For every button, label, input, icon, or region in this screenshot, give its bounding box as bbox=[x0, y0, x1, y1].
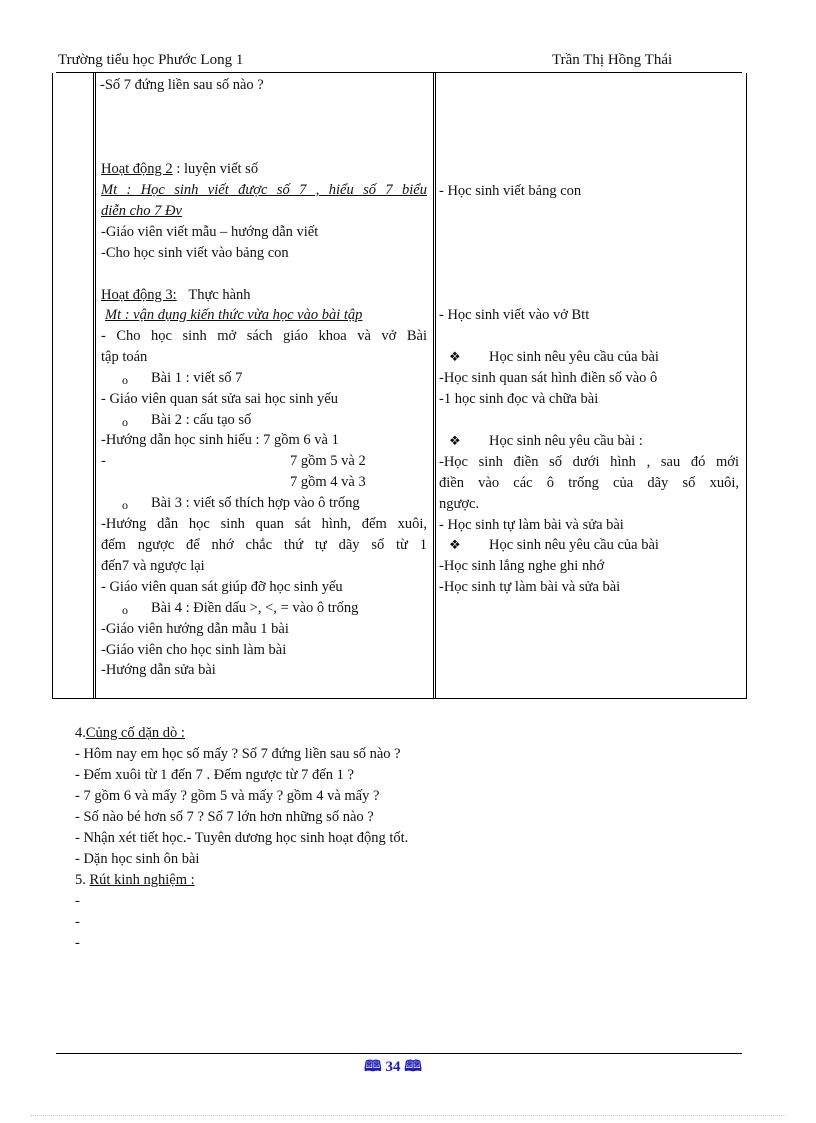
bullet-icon: o bbox=[122, 498, 128, 512]
table-divider bbox=[433, 73, 434, 698]
table-divider bbox=[435, 73, 436, 698]
text-line: - Học sinh viết vào vở Btt bbox=[439, 307, 590, 323]
activity-3-heading bbox=[101, 286, 251, 304]
summary-heading-number: 4. bbox=[75, 725, 86, 741]
summary-item: - 7 gồm 6 và mấy ? gồm 5 và mấy ? gồm 4 và mấy ? bbox=[75, 788, 380, 804]
activity-3-objective: Mt : vận dụng kiến thức vừa học vào bài tập bbox=[105, 307, 363, 323]
text-line: -Học sinh tự làm bài và sửa bài bbox=[439, 579, 621, 595]
text-line: -Giáo viên cho học sinh làm bài bbox=[101, 642, 287, 658]
text-line: Học sinh nêu yêu cầu của bài bbox=[489, 349, 659, 365]
text-line: -Giáo viên hướng dẫn mẫu 1 bài bbox=[101, 621, 289, 637]
activity-3-title: Hoạt động 3: bbox=[101, 287, 177, 303]
teacher-name: Trần Thị Hồng Thái bbox=[552, 52, 673, 68]
text-line: -Hướng dẫn học sinh quan sát hình, đếm xuôi, bbox=[101, 516, 427, 532]
text-line: ngược. bbox=[439, 496, 480, 512]
activity-2-objective: Mt : Học sinh viết được số 7 , hiểu số 7 biểu bbox=[101, 182, 427, 198]
footer-rule bbox=[56, 1053, 742, 1054]
exercise-1: Bài 1 : viết số 7 bbox=[151, 370, 243, 386]
text-line: 7 gồm 4 và 3 bbox=[290, 474, 366, 490]
text-line: điền vào các ô trống của dãy số xuôi, bbox=[439, 475, 739, 491]
text-line: đếm ngược để nhớ chắc thứ tự dãy số từ 1 bbox=[101, 537, 427, 553]
text-line: -Cho học sinh viết vào bảng con bbox=[101, 245, 289, 261]
summary-heading bbox=[75, 724, 185, 742]
table-divider bbox=[95, 73, 96, 698]
diamond-bullet-icon: ❖ bbox=[449, 349, 461, 364]
text-line: -Học sinh quan sát hình điền số vào ô bbox=[439, 370, 658, 386]
page-number bbox=[364, 1056, 422, 1081]
summary-heading-text: Củng cố dặn dò : bbox=[85, 725, 185, 741]
text-line: Học sinh nêu yêu cầu bài : bbox=[489, 433, 643, 449]
text-line: -Giáo viên viết mẫu – hướng dẫn viết bbox=[101, 224, 319, 240]
dash-mark: - bbox=[101, 453, 106, 469]
text-line: - Cho học sinh mở sách giáo khoa và vở Bài bbox=[101, 328, 427, 344]
activity-2-subtitle: : luyện viết số bbox=[176, 161, 259, 177]
exercise-4: Bài 4 : Điền dấu >, <, = vào ô trống bbox=[151, 600, 359, 616]
experience-heading-text: Rút kinh nghiệm : bbox=[89, 872, 195, 888]
activity-2-objective-cont: diễn cho 7 Đv bbox=[101, 203, 182, 219]
text-line: - Giáo viên quan sát sửa sai học sinh yếu bbox=[101, 391, 338, 407]
exercise-2: Bài 2 : cấu tạo số bbox=[151, 412, 252, 428]
dash-mark: - bbox=[75, 935, 80, 951]
text-line: đến7 và ngược lại bbox=[101, 558, 205, 574]
exercise-3: Bài 3 : viết số thích hợp vào ô trống bbox=[151, 495, 360, 511]
text-line: - Học sinh viết bảng con bbox=[439, 183, 582, 199]
experience-heading bbox=[75, 871, 195, 889]
text-line: -Học sinh điền số dưới hình , sau đó mới bbox=[439, 454, 739, 470]
text-line: tập toán bbox=[101, 349, 148, 365]
table-divider bbox=[93, 73, 94, 698]
text-line: - Học sinh tự làm bài và sửa bài bbox=[439, 517, 624, 533]
summary-item: - Số nào bé hơn số 7 ? Số 7 lớn hơn những số nào ? bbox=[75, 809, 374, 825]
bullet-icon: o bbox=[122, 373, 128, 387]
text-line: 7 gồm 5 và 2 bbox=[290, 453, 366, 469]
text-line: -1 học sinh đọc và chữa bài bbox=[439, 391, 599, 407]
text-line: -Hướng dẫn sửa bài bbox=[101, 662, 216, 678]
page-number-value: 34 bbox=[385, 1059, 401, 1075]
book-icon: 🕮 bbox=[404, 1059, 422, 1075]
text-line: - Giáo viên quan sát giúp đỡ học sinh yếu bbox=[101, 579, 343, 595]
school-name: Trường tiểu học Phước Long 1 bbox=[58, 52, 244, 68]
summary-item: - Dặn học sinh ôn bài bbox=[75, 851, 200, 867]
diamond-bullet-icon: ❖ bbox=[449, 433, 461, 448]
summary-item: - Hôm nay em học số mấy ? Số 7 đứng liền sau số nào ? bbox=[75, 746, 401, 762]
text-line: -Hướng dẫn học sinh hiểu : 7 gồm 6 và 1 bbox=[101, 432, 339, 448]
activity-3-subtitle: Thực hành bbox=[188, 287, 251, 303]
text-line: Học sinh nêu yêu cầu của bài bbox=[489, 537, 659, 553]
bullet-icon: o bbox=[122, 415, 128, 429]
activity-2-heading bbox=[101, 160, 258, 178]
dash-mark: - bbox=[75, 893, 80, 909]
experience-heading-number: 5. bbox=[75, 872, 86, 888]
page-edge bbox=[30, 1115, 786, 1116]
book-icon: 🕮 bbox=[364, 1059, 382, 1075]
bullet-icon: o bbox=[122, 603, 128, 617]
text-line: -Học sinh lắng nghe ghi nhớ bbox=[439, 558, 605, 574]
summary-item: - Nhận xét tiết học.- Tuyên dương học sinh hoạt động tốt. bbox=[75, 830, 409, 846]
dash-mark: - bbox=[75, 914, 80, 930]
summary-item: - Đếm xuôi từ 1 đến 7 . Đếm ngược từ 7 đến 1 ? bbox=[75, 767, 354, 783]
text-line: -Số 7 đứng liền sau số nào ? bbox=[100, 77, 264, 93]
diamond-bullet-icon: ❖ bbox=[449, 537, 461, 552]
activity-2-title: Hoạt động 2 bbox=[101, 161, 173, 177]
